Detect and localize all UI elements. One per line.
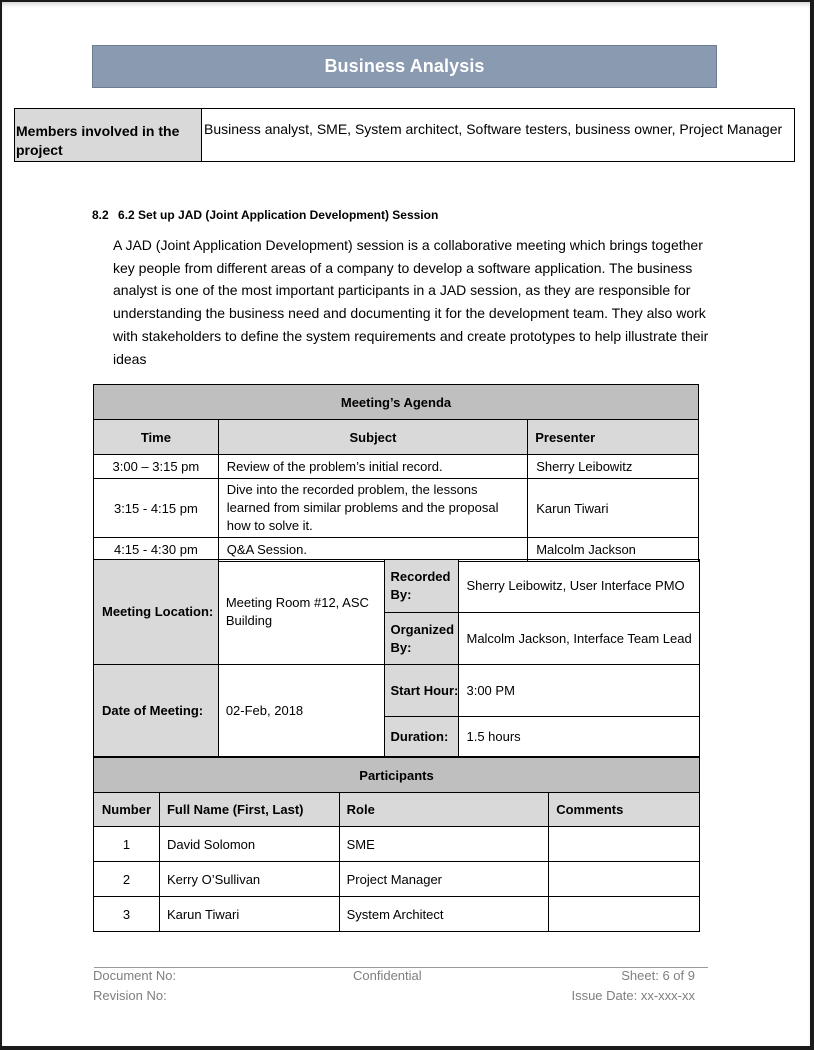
section-body: A JAD (Joint Application Development) session is a collaborative meeting which brings together key people from different areas of a company to develop a software application. The business analyst is one of the most important participants in a JAD session, as they are responsible for understanding the business need and documenting it for the development team. They also work with stakeholders to define the system requirements and create prototypes to help illustrate their ideas <box>113 237 709 367</box>
footer-confidential: Confidential <box>353 968 422 983</box>
participant-name: Kerry O’Sullivan <box>159 862 339 897</box>
participant-number: 2 <box>94 862 160 897</box>
members-table <box>14 108 795 162</box>
participant-number: 1 <box>94 827 160 862</box>
participants-table <box>93 757 700 932</box>
agenda-table <box>93 384 699 562</box>
participant-role: Project Manager <box>339 862 549 897</box>
duration-value: 1.5 hours <box>459 717 700 757</box>
date-of-meeting-value: 02-Feb, 2018 <box>218 665 384 757</box>
agenda-presenter: Sherry Leibowitz <box>528 455 699 479</box>
participants-col-number: Number <box>94 793 160 827</box>
participant-number: 3 <box>94 897 160 932</box>
table-row <box>94 479 699 538</box>
recorded-by-value: Sherry Leibowitz, User Interface PMO <box>459 560 700 613</box>
meeting-location-label: Meeting Location: <box>94 560 219 665</box>
members-value: Business analyst, SME, System architect, Software testers, business owner, Project Manager <box>204 121 783 137</box>
footer-sheet: Sheet: 6 of 9 <box>621 968 695 983</box>
participants-title: Participants <box>94 758 700 793</box>
agenda-subject: Q&A Session. <box>218 538 527 562</box>
date-of-meeting-label: Date of Meeting: <box>94 665 219 757</box>
participants-col-role: Role <box>339 793 549 827</box>
organized-by-value: Malcolm Jackson, Interface Team Lead <box>459 613 700 665</box>
participant-name: David Solomon <box>159 827 339 862</box>
agenda-presenter: Karun Tiwari <box>528 479 699 538</box>
agenda-time: 3:15 - 4:15 pm <box>94 479 219 538</box>
meeting-details-table <box>93 559 700 757</box>
table-row <box>94 862 700 897</box>
table-row <box>94 897 700 932</box>
participant-role: SME <box>339 827 549 862</box>
agenda-time: 3:00 – 3:15 pm <box>94 455 219 479</box>
table-row <box>94 538 699 562</box>
footer-document-no: Document No: <box>93 968 177 983</box>
recorded-by-label: Recorded By: <box>384 560 459 613</box>
participant-comments <box>549 862 700 897</box>
duration-label: Duration: <box>384 717 459 757</box>
members-label: Members involved in the project <box>15 109 202 161</box>
participant-comments <box>549 897 700 932</box>
start-hour-value: 3:00 PM <box>459 665 700 717</box>
section-heading <box>92 208 438 222</box>
start-hour-label: Start Hour: <box>384 665 459 717</box>
footer-revision-no: Revision No: <box>93 988 167 1003</box>
page-title: Business Analysis <box>92 45 717 88</box>
footer-issue-date: Issue Date: xx-xxx-xx <box>571 988 695 1003</box>
section-number: 8.2 <box>92 208 109 222</box>
participant-comments <box>549 827 700 862</box>
agenda-col-time: Time <box>94 420 219 455</box>
table-row <box>94 455 699 479</box>
participant-name: Karun Tiwari <box>159 897 339 932</box>
agenda-col-presenter: Presenter <box>528 420 699 455</box>
agenda-title: Meeting’s Agenda <box>94 385 699 420</box>
document-page <box>2 2 810 1046</box>
agenda-subject: Dive into the recorded problem, the lessons learned from similar problems and the proposal how to solve it. <box>218 479 527 538</box>
table-row <box>94 827 700 862</box>
agenda-col-subject: Subject <box>218 420 527 455</box>
participants-col-comments: Comments <box>549 793 700 827</box>
agenda-subject: Review of the problem’s initial record. <box>218 455 527 479</box>
participants-col-name: Full Name (First, Last) <box>159 793 339 827</box>
meeting-location-value: Meeting Room #12, ASC Building <box>218 560 384 665</box>
organized-by-label: Organized By: <box>384 613 459 665</box>
agenda-time: 4:15 - 4:30 pm <box>94 538 219 562</box>
agenda-presenter: Malcolm Jackson <box>528 538 699 562</box>
section-title: 6.2 Set up JAD (Joint Application Development) Session <box>118 208 439 222</box>
participant-role: System Architect <box>339 897 549 932</box>
